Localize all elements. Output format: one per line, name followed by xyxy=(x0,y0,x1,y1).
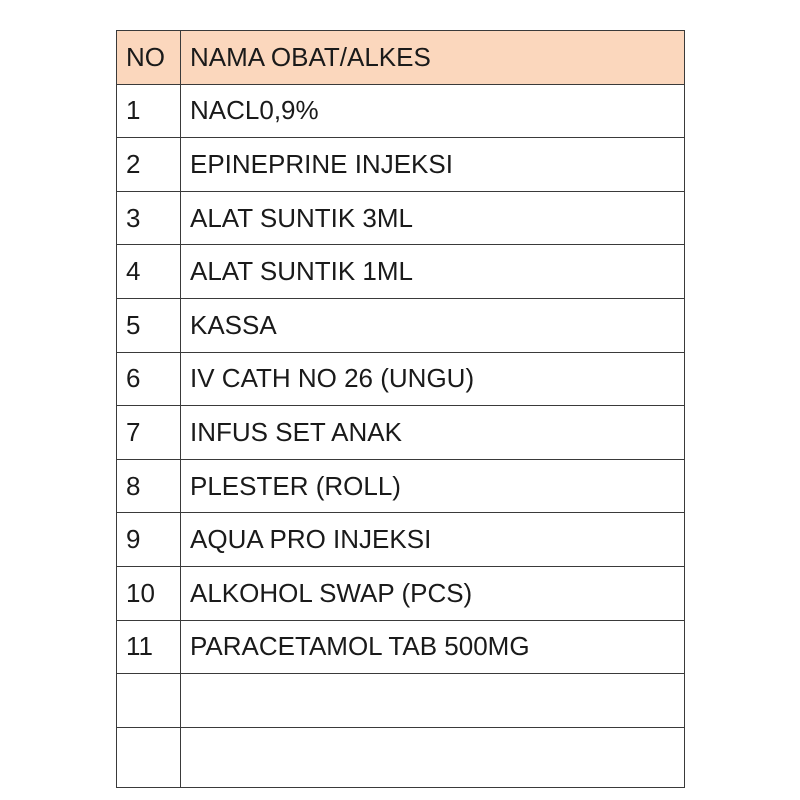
medicine-list-table xyxy=(116,30,685,788)
item-name: ALAT SUNTIK 1ML xyxy=(181,245,685,299)
row-number: 3 xyxy=(117,191,181,245)
row-number: 10 xyxy=(117,566,181,620)
item-name: NACL0,9% xyxy=(181,84,685,138)
header-name: NAMA OBAT/ALKES xyxy=(181,31,685,85)
item-name xyxy=(181,674,685,728)
item-name: EPINEPRINE INJEKSI xyxy=(181,138,685,192)
table-row-empty xyxy=(117,727,685,787)
row-number: 8 xyxy=(117,459,181,513)
row-number: 7 xyxy=(117,406,181,460)
item-name: INFUS SET ANAK xyxy=(181,406,685,460)
header-no: NO xyxy=(117,31,181,85)
item-name: ALAT SUNTIK 3ML xyxy=(181,191,685,245)
table-header-row xyxy=(117,31,685,85)
item-name xyxy=(181,727,685,787)
item-name: PARACETAMOL TAB 500MG xyxy=(181,620,685,674)
row-number xyxy=(117,727,181,787)
table-row xyxy=(117,138,685,192)
item-name: PLESTER (ROLL) xyxy=(181,459,685,513)
table-row xyxy=(117,245,685,299)
row-number: 11 xyxy=(117,620,181,674)
table-row xyxy=(117,406,685,460)
table-row xyxy=(117,620,685,674)
row-number: 6 xyxy=(117,352,181,406)
table-row xyxy=(117,352,685,406)
item-name: KASSA xyxy=(181,298,685,352)
row-number xyxy=(117,674,181,728)
table-row xyxy=(117,191,685,245)
table-row-empty xyxy=(117,674,685,728)
row-number: 9 xyxy=(117,513,181,567)
table-row xyxy=(117,513,685,567)
table-row xyxy=(117,566,685,620)
table-row xyxy=(117,84,685,138)
row-number: 5 xyxy=(117,298,181,352)
table-row xyxy=(117,298,685,352)
row-number: 1 xyxy=(117,84,181,138)
row-number: 2 xyxy=(117,138,181,192)
table-row xyxy=(117,459,685,513)
item-name: AQUA PRO INJEKSI xyxy=(181,513,685,567)
item-name: IV CATH NO 26 (UNGU) xyxy=(181,352,685,406)
row-number: 4 xyxy=(117,245,181,299)
item-name: ALKOHOL SWAP (PCS) xyxy=(181,566,685,620)
